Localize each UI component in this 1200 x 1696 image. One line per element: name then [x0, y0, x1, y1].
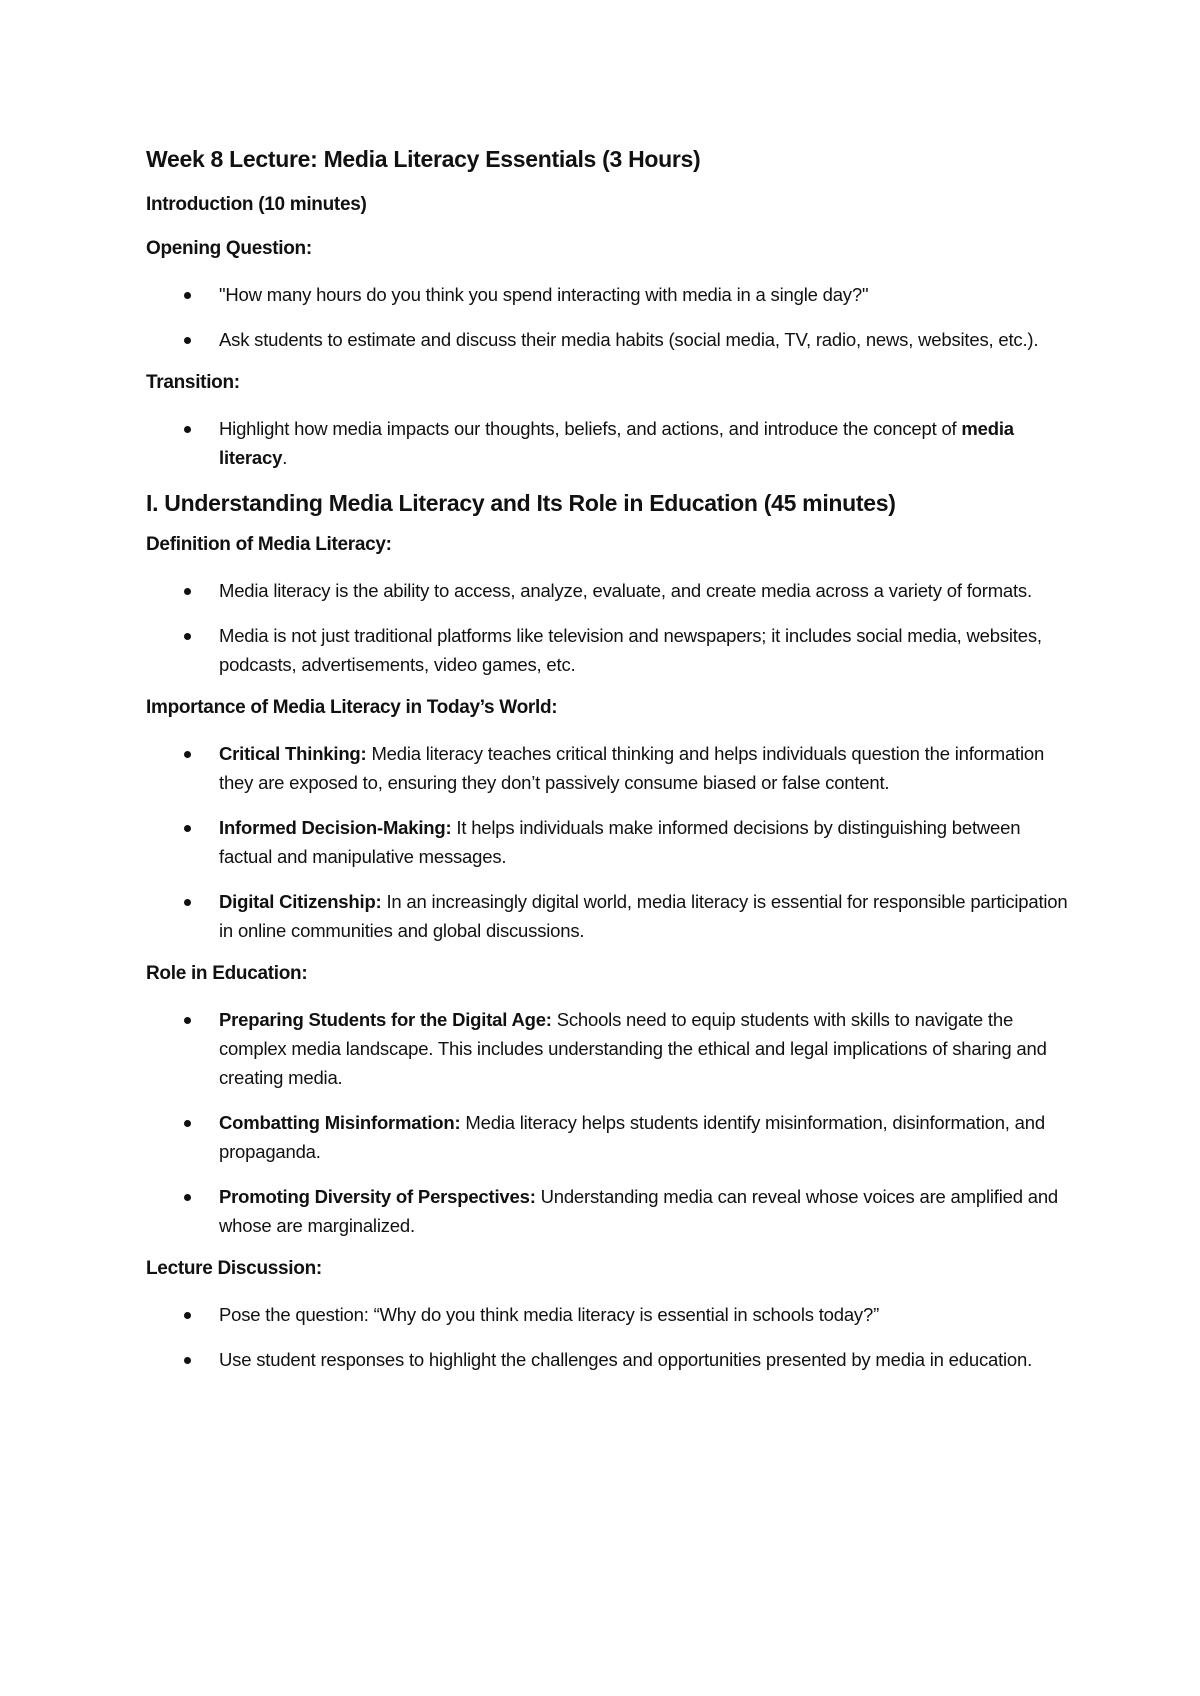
- list-item: [146, 887, 1076, 945]
- importance-heading: Importance of Media Literacy in Today’s World:: [146, 697, 558, 718]
- list-item: [146, 621, 1076, 679]
- bullet-icon: [184, 292, 191, 299]
- bullet-icon: [184, 899, 191, 906]
- list-item: [146, 414, 1076, 472]
- list-item: [146, 1182, 1076, 1240]
- list-item: [146, 1108, 1076, 1166]
- list-item-suffix: .: [282, 447, 288, 468]
- list-item-text: Media literacy is the ability to access, analyze, evaluate, and create media across a variety of formats.: [219, 580, 1032, 601]
- bullet-icon: [184, 1017, 191, 1024]
- discussion-list: [146, 1300, 1076, 1374]
- opening-question-list: [146, 280, 1076, 354]
- bullet-icon: [184, 588, 191, 595]
- list-item-term: Digital Citizenship:: [219, 891, 382, 912]
- definition-list: [146, 576, 1076, 679]
- list-item-term: Promoting Diversity of Perspectives:: [219, 1186, 536, 1207]
- bullet-icon: [184, 1312, 191, 1319]
- list-item: [146, 739, 1076, 797]
- bullet-icon: [184, 1357, 191, 1364]
- section-heading: I. Understanding Media Literacy and Its Role in Education (45 minutes): [146, 490, 896, 516]
- importance-list: [146, 739, 1076, 945]
- discussion-heading: Lecture Discussion:: [146, 1258, 322, 1279]
- list-item-text: Media literacy teaches critical thinking and helps individuals question the information they are exposed to, ensuring they don’t passively consume biased or false content.: [219, 743, 1045, 793]
- list-item: [146, 280, 1076, 309]
- list-item-text: Schools need to equip students with skills to navigate the complex media landscape. This includes understanding the ethical and legal implications of sharing and creating media.: [219, 1009, 1047, 1088]
- document-title: Week 8 Lecture: Media Literacy Essentials (3 Hours): [146, 146, 701, 172]
- list-item-text: It helps individuals make informed decisions by distinguishing between factual and manipulative messages.: [219, 817, 1021, 867]
- role-list: [146, 1005, 1076, 1240]
- opening-question-heading: Opening Question:: [146, 238, 312, 259]
- list-item-text: Highlight how media impacts our thoughts, beliefs, and actions, and introduce the concept of: [219, 418, 962, 439]
- intro-heading: Introduction (10 minutes): [146, 194, 367, 215]
- transition-heading: Transition:: [146, 372, 240, 393]
- list-item-text: "How many hours do you think you spend interacting with media in a single day?": [219, 284, 869, 305]
- bullet-icon: [184, 825, 191, 832]
- list-item-term: Critical Thinking:: [219, 743, 367, 764]
- list-item-bold-term: media literacy: [219, 418, 1014, 468]
- list-item-term: Preparing Students for the Digital Age:: [219, 1009, 552, 1030]
- list-item-text: Media literacy helps students identify misinformation, disinformation, and propaganda.: [219, 1112, 1045, 1162]
- list-item-text: Use student responses to highlight the challenges and opportunities presented by media in education.: [219, 1349, 1033, 1370]
- bullet-icon: [184, 1194, 191, 1201]
- bullet-icon: [184, 1120, 191, 1127]
- list-item-text: In an increasingly digital world, media literacy is essential for responsible participation in online communities and global discussions.: [219, 891, 1068, 941]
- list-item-text: Understanding media can reveal whose voices are amplified and whose are marginalized.: [219, 1186, 1059, 1236]
- bullet-icon: [184, 426, 191, 433]
- list-item-term: Informed Decision-Making:: [219, 817, 452, 838]
- list-item: [146, 813, 1076, 871]
- list-item: [146, 1005, 1076, 1092]
- transition-list: [146, 414, 1076, 472]
- bullet-icon: [184, 337, 191, 344]
- role-heading: Role in Education:: [146, 963, 308, 984]
- bullet-icon: [184, 633, 191, 640]
- list-item-text: Ask students to estimate and discuss their media habits (social media, TV, radio, news, websites, etc.).: [219, 329, 1039, 350]
- bullet-icon: [184, 751, 191, 758]
- list-item: [146, 1300, 1076, 1329]
- list-item: [146, 1345, 1076, 1374]
- document-content: [146, 144, 1076, 1390]
- list-item: [146, 325, 1076, 354]
- list-item: [146, 576, 1076, 605]
- list-item-text: Media is not just traditional platforms like television and newspapers; it includes social media, websites, podcasts, advertisements, video games, etc.: [219, 625, 1042, 675]
- definition-heading: Definition of Media Literacy:: [146, 534, 392, 555]
- list-item-term: Combatting Misinformation:: [219, 1112, 461, 1133]
- list-item-text: Pose the question: “Why do you think media literacy is essential in schools today?”: [219, 1304, 880, 1325]
